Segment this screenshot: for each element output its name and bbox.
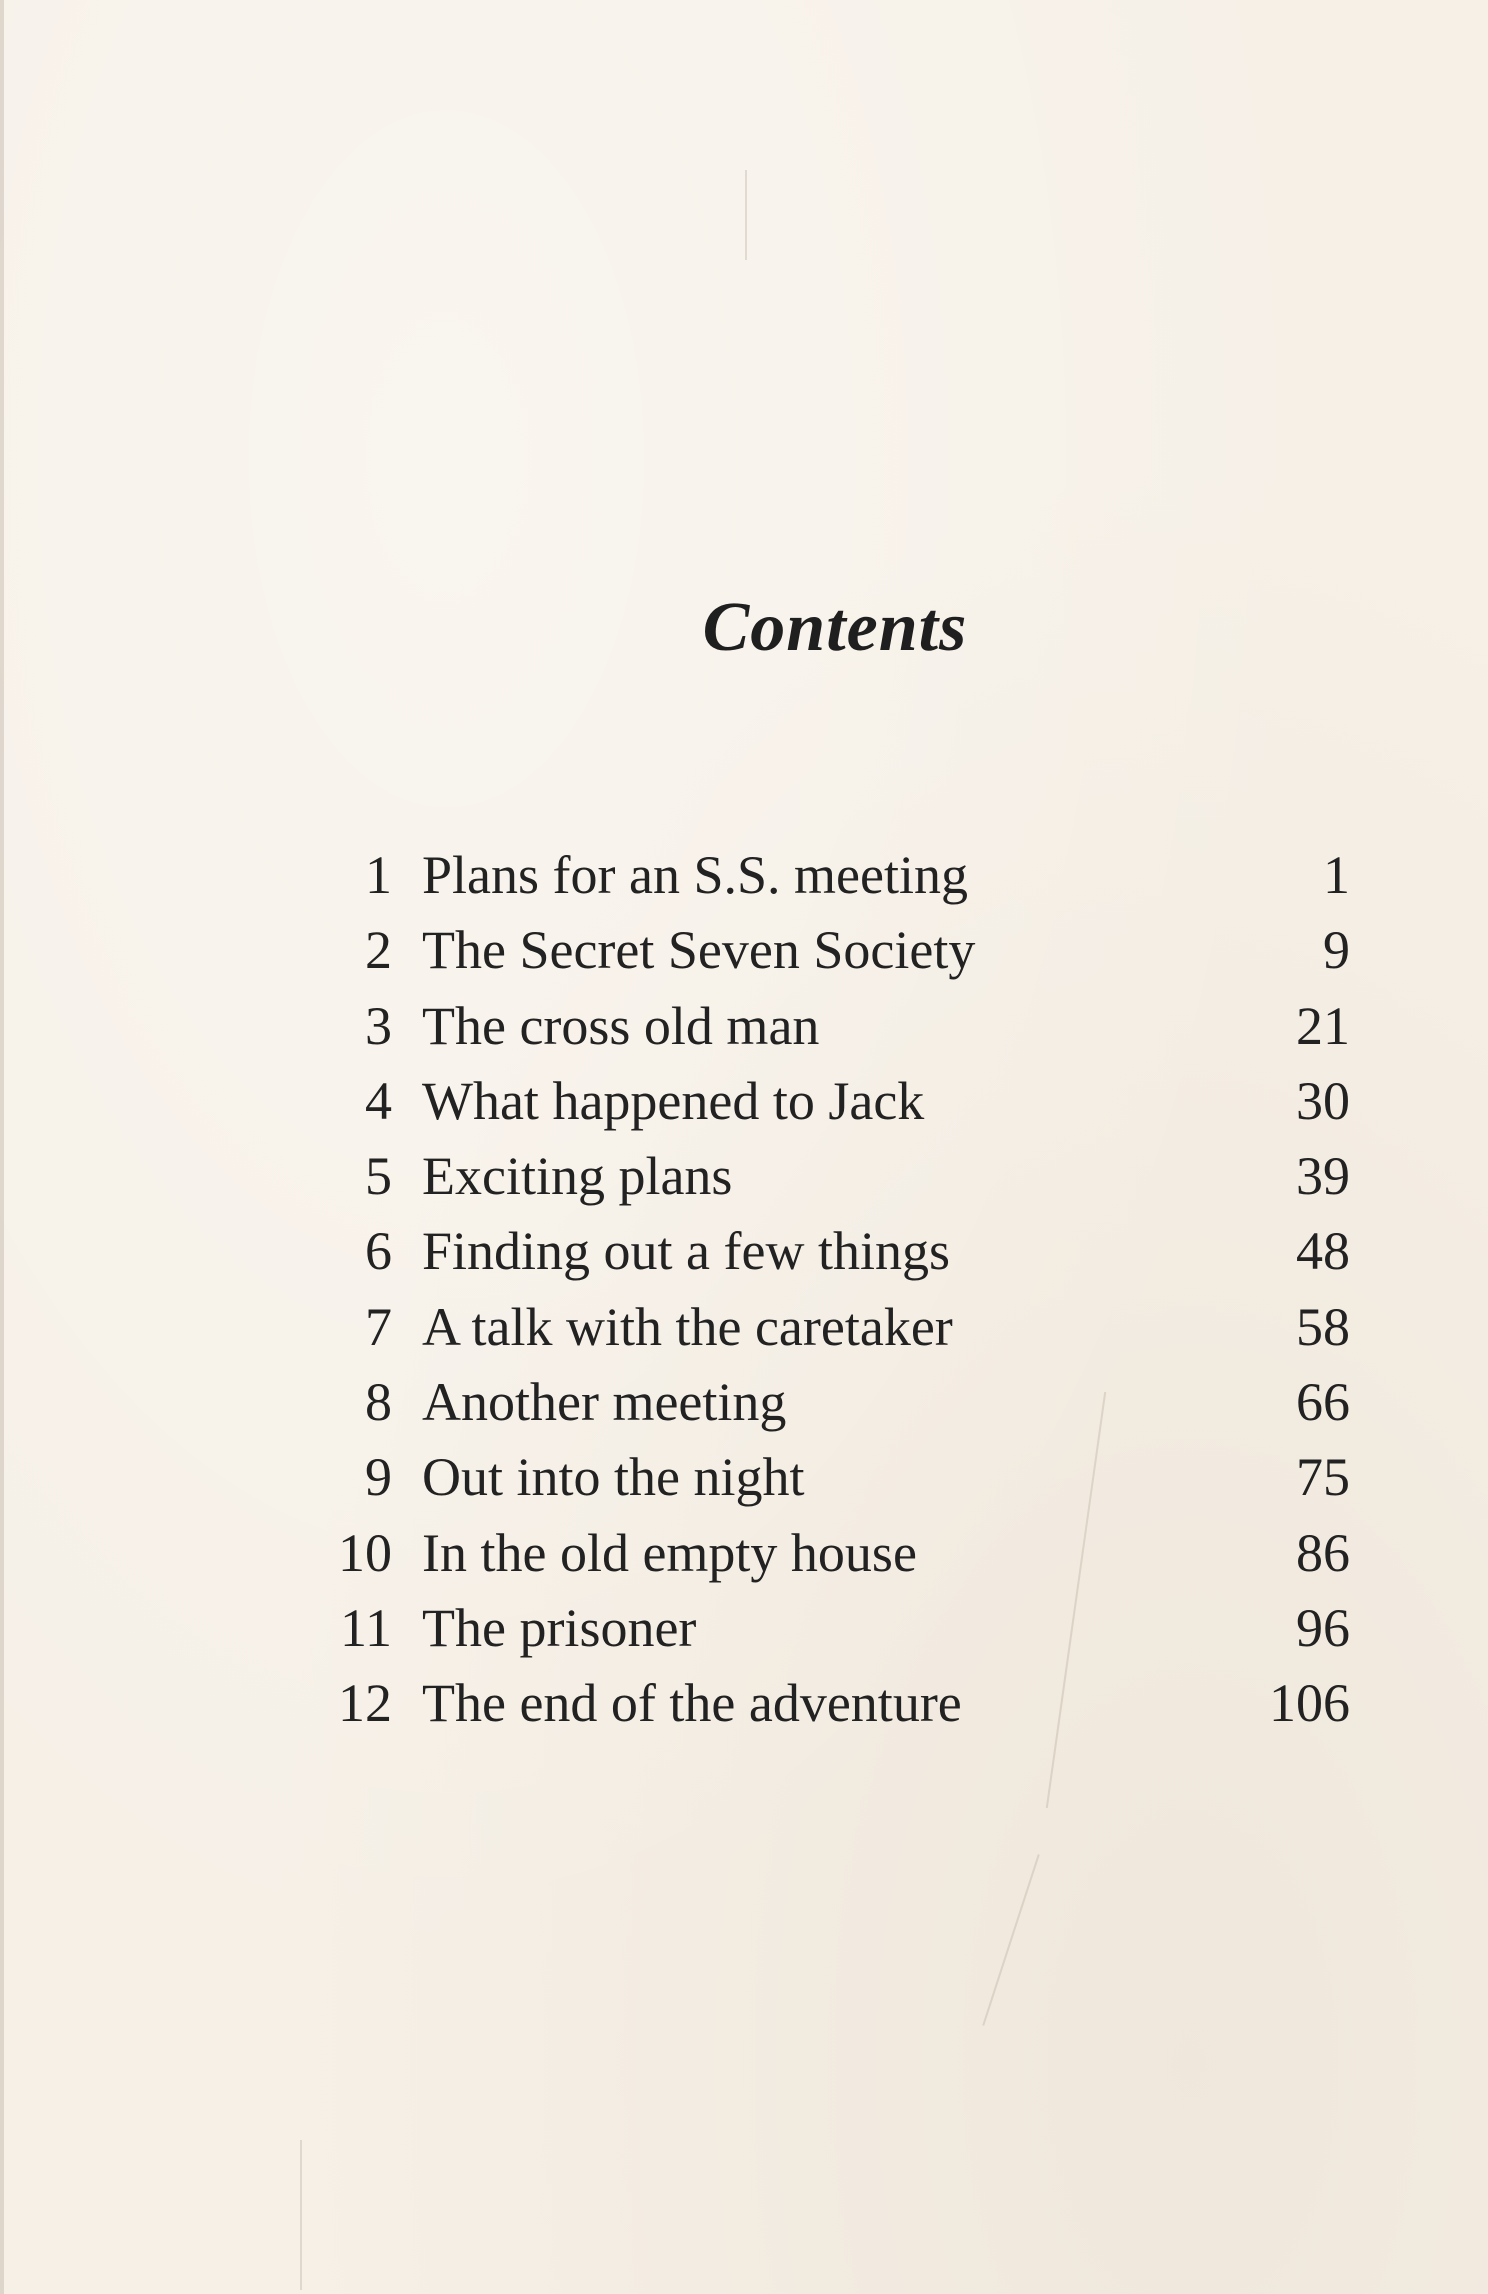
chapter-number: 3 [365, 995, 392, 1056]
page-number: 39 [1296, 1146, 1350, 1207]
chapter-number: 12 [338, 1673, 392, 1734]
chapter-number: 4 [365, 1070, 392, 1131]
chapter-number: 5 [365, 1146, 392, 1207]
toc-row [320, 1520, 1350, 1595]
chapter-number: 11 [340, 1597, 392, 1658]
table-of-contents [320, 842, 1350, 1746]
page-number: 58 [1296, 1296, 1350, 1357]
page-number: 96 [1296, 1597, 1350, 1658]
page-edge [0, 0, 4, 2294]
page-number: 21 [1296, 995, 1350, 1056]
chapter-title: Another meeting [422, 1372, 787, 1433]
chapter-number: 6 [365, 1221, 392, 1282]
paper-crease [300, 2140, 302, 2290]
chapter-title: The Secret Seven Society [422, 920, 976, 981]
chapter-title: The prisoner [422, 1597, 697, 1658]
page-number: 106 [1269, 1673, 1350, 1734]
chapter-number: 10 [338, 1522, 392, 1583]
chapter-title: Plans for an S.S. meeting [422, 845, 968, 905]
paper-crease [745, 170, 747, 260]
chapter-title: Finding out a few things [422, 1221, 950, 1282]
page-number: 1 [1323, 845, 1350, 905]
toc-row [320, 1294, 1350, 1369]
page-number: 86 [1296, 1522, 1350, 1583]
chapter-number: 2 [365, 920, 392, 981]
chapter-title: The cross old man [422, 995, 820, 1056]
chapter-title: What happened to Jack [422, 1070, 925, 1131]
chapter-title: Out into the night [422, 1447, 805, 1508]
chapter-title: The end of the adventure [422, 1673, 962, 1734]
paper-crease [982, 1854, 1040, 2026]
chapter-number: 7 [365, 1296, 392, 1357]
chapter-number: 1 [365, 845, 392, 905]
chapter-title: A talk with the caretaker [422, 1296, 953, 1357]
page-number: 75 [1296, 1447, 1350, 1508]
chapter-title: In the old empty house [422, 1522, 917, 1583]
toc-row [320, 917, 1350, 992]
toc-row [320, 1068, 1350, 1143]
page-number: 9 [1323, 920, 1350, 981]
chapter-number: 8 [365, 1372, 392, 1433]
chapter-number: 9 [365, 1447, 392, 1508]
toc-row [320, 1143, 1350, 1218]
toc-row [320, 1670, 1350, 1745]
toc-row [320, 993, 1350, 1068]
page-number: 48 [1296, 1221, 1350, 1282]
toc-row [320, 1595, 1350, 1670]
toc-row [320, 1369, 1350, 1444]
page-number: 66 [1296, 1372, 1350, 1433]
page-number: 30 [1296, 1070, 1350, 1131]
toc-row [320, 1444, 1350, 1519]
chapter-title: Exciting plans [422, 1146, 733, 1207]
toc-row [320, 842, 1350, 917]
page-title: Contents [702, 589, 968, 666]
toc-row [320, 1218, 1350, 1293]
